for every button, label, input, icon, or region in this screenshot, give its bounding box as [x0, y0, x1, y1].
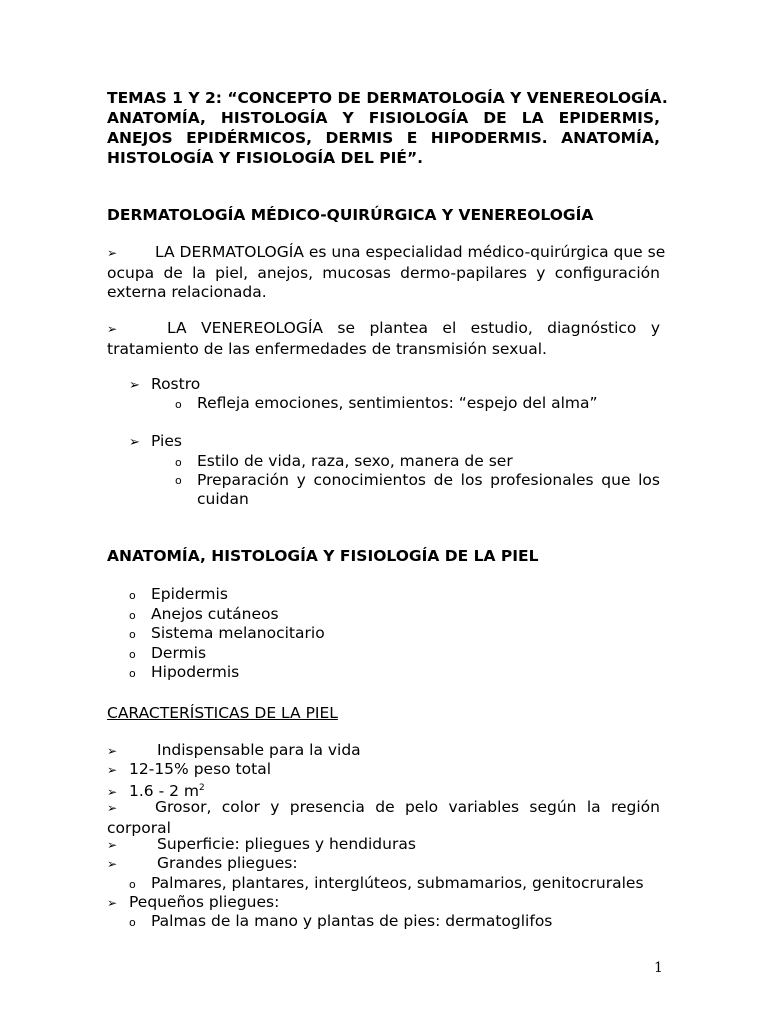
list-item: ➢ Superficie: pliegues y hendiduras: [107, 835, 416, 853]
circle-bullet-icon: o: [129, 916, 136, 929]
section-heading-caracteristicas: CARACTERÍSTICAS DE LA PIEL: [107, 704, 338, 722]
arrow-bullet-icon: ➢: [107, 896, 118, 910]
arrow-bullet-icon: ➢: [107, 246, 118, 260]
list-item: o Dermis: [129, 644, 207, 662]
arrow-bullet-icon: ➢: [129, 435, 140, 450]
circle-bullet-icon: o: [175, 398, 182, 411]
arrow-bullet-icon: ➢: [107, 857, 118, 871]
list-item: o Epidermis: [129, 585, 228, 603]
document-title: [107, 88, 668, 168]
sub-item: o Palmas de la mano y plantas de pies: dermatoglifos: [129, 912, 553, 930]
circle-bullet-icon: o: [175, 456, 182, 469]
circle-bullet-icon: o: [129, 628, 136, 641]
title-line: ANEJOS EPIDÉRMICOS, DERMIS E HIPODERMIS. ANATOMÍA,: [107, 129, 660, 147]
document-page: [107, 88, 668, 930]
title-line: ANATOMÍA, HISTOLOGÍA Y FISIOLOGÍA DE LA EPIDERMIS,: [107, 109, 660, 127]
circle-bullet-icon: o: [129, 667, 136, 680]
list-item: o Hipodermis: [129, 663, 240, 681]
list-item: ➢ Grandes pliegues:: [107, 854, 298, 872]
paragraph-dermatologia: ➢ LA DERMATOLOGÍA es una especialidad médico-quirúrgica que se ocupa de la piel, anejos, mucosas dermo-papilares y configuración externa relacionada.: [107, 243, 666, 301]
list-item: o Sistema melanocitario: [129, 624, 325, 642]
section-heading-dermatologia: DERMATOLOGÍA MÉDICO-QUIRÚRGICA Y VENEREOLOGÍA: [107, 206, 594, 224]
section-heading-anatomia: ANATOMÍA, HISTOLOGÍA Y FISIOLOGÍA DE LA PIEL: [107, 547, 539, 565]
arrow-bullet-icon: ➢: [107, 744, 118, 758]
sub-item-pies-2: o Preparación y conocimientos de los profesionales que los cuidan: [175, 471, 660, 508]
list-item: ➢ Grosor, color y presencia de pelo variables según la región corporal: [107, 798, 660, 837]
circle-bullet-icon: o: [129, 609, 136, 622]
list-item: ➢ 12-15% peso total: [107, 760, 271, 778]
arrow-bullet-icon: ➢: [107, 785, 118, 799]
title-line: TEMAS 1 Y 2: “CONCEPTO DE DERMATOLOGÍA Y VENEREOLOGÍA.: [107, 89, 668, 107]
sub-item-rostro: o Refleja emociones, sentimientos: “espejo del alma”: [175, 394, 598, 412]
arrow-bullet-icon: ➢: [107, 322, 118, 336]
sub-item-pies-1: o Estilo de vida, raza, sexo, manera de ser: [175, 452, 513, 470]
list-item-pies: ➢ Pies: [129, 432, 182, 450]
sub-item: o Palmares, plantares, interglúteos, submamarios, genitocrurales: [129, 874, 644, 892]
circle-bullet-icon: o: [129, 878, 136, 891]
list-item: ➢ Pequeños pliegues:: [107, 893, 280, 911]
arrow-bullet-icon: ➢: [107, 838, 118, 852]
circle-bullet-icon: o: [129, 648, 136, 661]
title-line: HISTOLOGÍA Y FISIOLOGÍA DEL PIÉ”.: [107, 149, 424, 167]
circle-bullet-icon: o: [175, 474, 182, 487]
arrow-bullet-icon: ➢: [107, 763, 118, 777]
arrow-bullet-icon: ➢: [107, 801, 118, 815]
list-item: ➢ 1.6 - 2 $m^2$: [107, 782, 205, 800]
paragraph-venereologia: ➢ LA VENEREOLOGÍA se plantea el estudio, diagnóstico y tratamiento de las enfermedades de transmisión sexual.: [107, 319, 660, 358]
page-number: 1: [654, 960, 663, 976]
list-item: o Anejos cutáneos: [129, 605, 279, 623]
circle-bullet-icon: o: [129, 589, 136, 602]
list-item: ➢ Indispensable para la vida: [107, 741, 361, 759]
arrow-bullet-icon: ➢: [129, 378, 140, 393]
list-item-rostro: ➢ Rostro: [129, 375, 201, 393]
